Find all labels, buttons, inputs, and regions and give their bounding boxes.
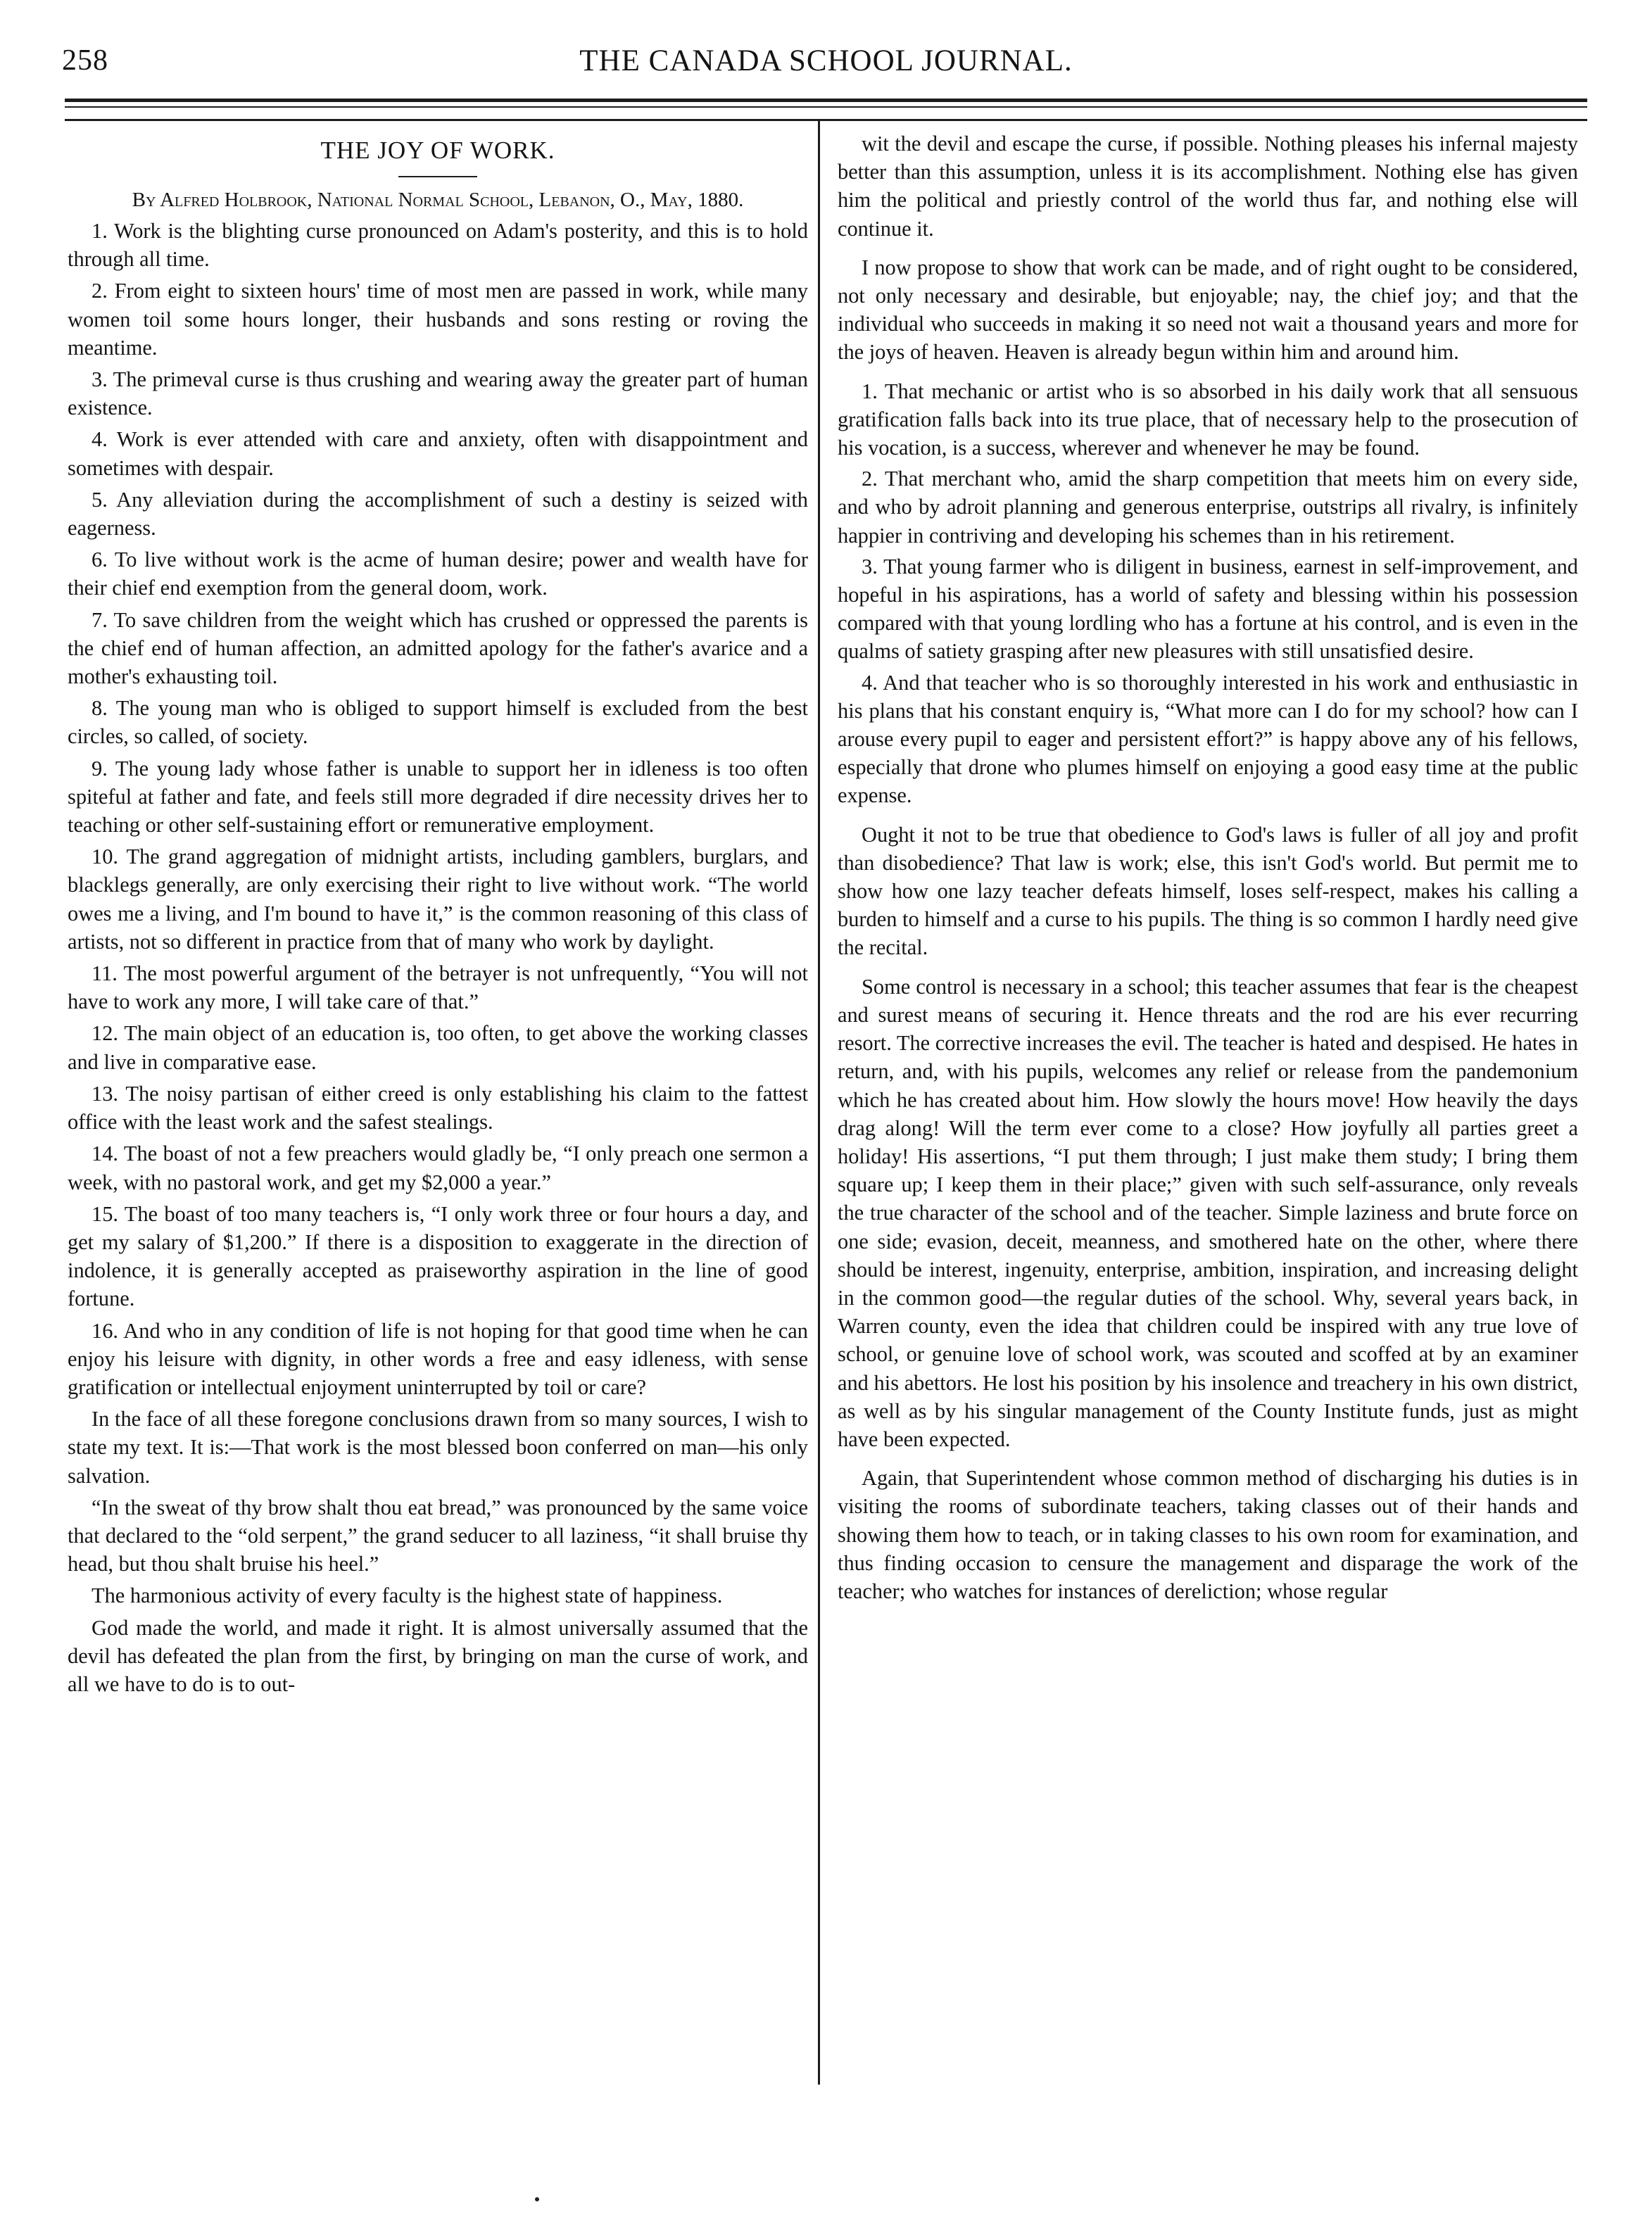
paragraph: 3. That young farmer who is diligent in business, earnest in self-improvement, and hopeful in his aspirations, has a world of safety and blessing within his possession compared with that young lordling who has a fortune at his control, and is even in the qualms of satiety grasping after new pleasures with still unsatisfied desire. <box>838 554 1578 664</box>
paragraph: Ought it not to be true that obedience to God's laws is fuller of all joy and profit than disobedience? That law is work; else, this isn't God's world. But permit me to show how one lazy teacher defeats himself, loses self-respect, makes his calling a burden to himself and a curse to his pupils. The thing is so common I hardly need give the recital. <box>838 822 1578 960</box>
header-rule-thin <box>65 106 1587 108</box>
header-rule-lower <box>65 119 1587 121</box>
paragraph: 15. The boast of too many teachers is, “I only work three or four hours a day, and get my salary of $1,200.” If there is a disposition to exaggerate in the direction of indolence, it is generally accepted as praiseworthy aspiration in the line of good fortune. <box>68 1201 808 1311</box>
article-title: THE JOY OF WORK. <box>320 137 555 164</box>
paragraph: 13. The noisy partisan of either creed is only establishing his claim to the fattest office with the least work and the safest stealings. <box>68 1081 808 1134</box>
paragraph: 1. Work is the blighting curse pronounced on Adam's posterity, and this is to hold through all time. <box>68 219 808 272</box>
right-column <box>838 129 1578 1616</box>
paragraph: 4. And that teacher who is so thoroughly interested in his work and enthusiastic in his plans that his constant enquiry is, “What more can I do for my school? how can I arouse every pupil to eager and persistent effort?” is happy above any of his fellows, especially that drone who plumes himself on enjoying a good easy time at the public expense. <box>838 670 1578 808</box>
paragraph: 14. The boast of not a few preachers would gladly be, “I only preach one sermon a week, with no pastoral work, and get my $2,000 a year.” <box>68 1142 808 1194</box>
paragraph: 9. The young lady whose father is unable to support her in idleness is too often spiteful at father and fate, and feels still more degraded if dire necessity drives her to teaching or other self-sustaining effort or remunerative employment. <box>68 756 808 837</box>
print-speck <box>535 2197 539 2201</box>
paragraph: 7. To save children from the weight which has crushed or oppressed the parents is the chief end of human affection, an admitted apology for the father's avarice and a mother's exhausting toil. <box>68 607 808 689</box>
paragraph: 8. The young man who is obliged to support himself is excluded from the best circles, so called, of society. <box>68 696 808 749</box>
running-head <box>62 44 1590 93</box>
article-byline: By Alfred Holbrook, National Normal School, Lebanon, O., May, 1880. <box>132 189 744 211</box>
paragraph: 10. The grand aggregation of midnight artists, including gamblers, burglars, and blacklegs generally, are only exercising their right to live without work. “The world owes me a living, and I'm bound to have it,” is the common reasoning of this class of artists, not so different in practice from that of many who work by daylight. <box>68 845 808 954</box>
right-paragraphs <box>838 129 1578 1605</box>
paragraph: Some control is necessary in a school; this teacher assumes that fear is the cheapest and surest means of securing it. Hence threats and the rod are his ever recurring resort. The corrective increases the evil. The teacher is hated and despised. He hates in return, and, with his pupils, welcomes any relief or release from the pandemonium which he has created about him. How slowly the hours move! How heavily the days drag along! Will the term ever come to a close? How joyfully all parties greet a holiday! His assertions, “I put them through; I just make them study; I bring them square up; I keep them in their place;” given with such self-assurance, only reveals the true character of the school and of the teacher. Simple laziness and brute force on one side; evasion, deceit, meanness, and smothered hate on the other, where there should be interest, ingenuity, enterprise, ambition, inspiration, and increasing delight in the common good—the regular duties of the school. Why, several years back, in Warren county, even the idea that children could be inspired with any true love of school, or genuine love of school work, was scouted and scoffed at by an examiner and his abettors. He lost his position by his insolence and treachery in his own district, as well as by his singular management of the County Institute funds, just as might have been expected. <box>838 974 1578 1451</box>
paragraph: In the face of all these foregone conclusions drawn from so many sources, I wish to state my text. It is:—That work is the most blessed boon conferred on man—his only salvation. <box>68 1407 808 1488</box>
column-divider <box>818 121 820 2085</box>
paragraph: Again, that Superintendent whose common method of discharging his duties is in visiting the rooms of subordinate teachers, taking classes out of their hands and showing them how to teach, or in taking classes to his own room for examination, and thus finding occasion to censure the management and disparage the work of the teacher; who watches for instances of dereliction; whose regular <box>838 1466 1578 1603</box>
paragraph: The harmonious activity of every faculty is the highest state of happiness. <box>92 1583 723 1608</box>
paragraph: 2. That merchant who, amid the sharp competition that meets him on every side, and who by adroit planning and generous enterprise, outstrips all rivalry, is infinitely happier in contriving and developing his schemes than in his retirement. <box>838 467 1578 548</box>
paragraph: “In the sweat of thy brow shalt thou eat bread,” was pronounced by the same voice that declared to the “old serpent,” the grand seducer to all laziness, “it shall bruise thy head, but thou shalt bruise his heel.” <box>68 1495 808 1576</box>
paragraph: God made the world, and made it right. It is almost universally assumed that the devil has defeated the plan from the first, by bringing on man the curse of work, and all we have to do is to out- <box>68 1615 808 1696</box>
left-column <box>68 129 808 1702</box>
paragraph: 12. The main object of an education is, too often, to get above the working classes and live in comparative ease. <box>68 1021 808 1074</box>
title-rule <box>398 176 477 177</box>
paragraph: wit the devil and escape the curse, if possible. Nothing pleases his infernal majesty better than this assumption, unless it is its accomplishment. Nothing else has given him the political and priestly control of the world thus far, and nothing else will continue it. <box>838 132 1578 241</box>
paragraph: 4. Work is ever attended with care and anxiety, often with disappointment and sometimes with despair. <box>68 427 808 480</box>
paragraph: 6. To live without work is the acme of human desire; power and wealth have for their chief end exemption from the general doom, work. <box>68 548 808 600</box>
paragraph: 5. Any alleviation during the accomplishment of such a destiny is seized with eagerness. <box>68 487 808 540</box>
paragraph: I now propose to show that work can be made, and of right ought to be considered, not only necessary and desirable, but enjoyable; nay, the chief joy; and that the individual who succeeds in making it so need not wait a thousand years and more for the joys of heaven. Heaven is already begun within him and around him. <box>838 255 1578 365</box>
paragraph: 3. The primeval curse is thus crushing and wearing away the greater part of human existence. <box>68 367 808 420</box>
left-paragraphs <box>68 217 808 1698</box>
paragraph: 11. The most powerful argument of the betrayer is not unfrequently, “You will not have to work any more, I will take care of that.” <box>68 961 808 1014</box>
journal-title: THE CANADA SCHOOL JOURNAL. <box>579 44 1073 77</box>
paragraph: 16. And who in any condition of life is not hoping for that good time when he can enjoy his leisure with dignity, in other words a free and easy idleness, with sense gratification or intellectual enjoyment uninterrupted by toil or care? <box>68 1318 808 1399</box>
header-rule-thick <box>65 99 1587 102</box>
paragraph: 2. From eight to sixteen hours' time of most men are passed in work, while many women toil some hours longer, their husbands and sons resting or roving the meantime. <box>68 279 808 360</box>
paragraph: 1. That mechanic or artist who is so absorbed in his daily work that all sensuous gratification falls back into its true place, that of necessary help to the prosecution of his vocation, is a success, wherever and whenever he may be found. <box>838 379 1578 460</box>
page-number: 258 <box>62 44 108 77</box>
